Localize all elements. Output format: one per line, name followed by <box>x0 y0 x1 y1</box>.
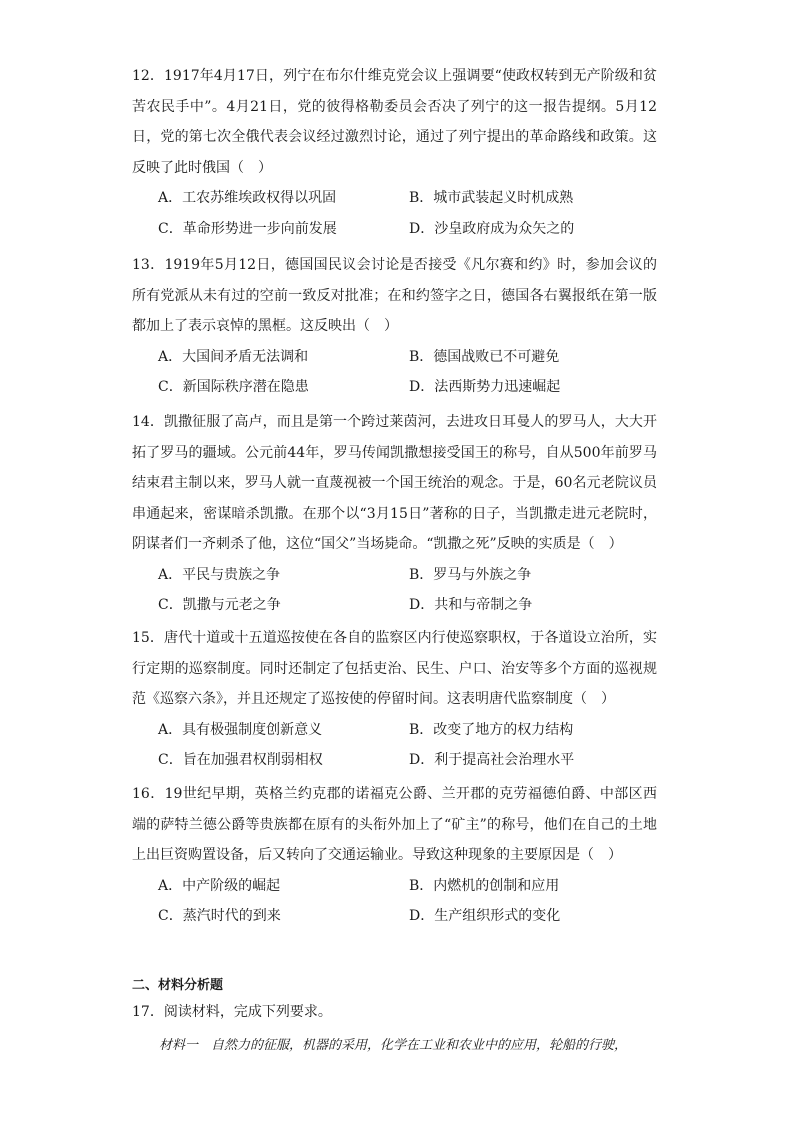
option-b: B．罗马与外族之争 <box>409 566 532 583</box>
option-row <box>132 183 657 214</box>
option-d: D．利于提高社会治理水平 <box>409 752 575 768</box>
option-b: B．城市武装起义时机成熟 <box>409 190 574 206</box>
question-14 <box>132 407 657 621</box>
material-text: 材料一 自然力的征服，机器的采用，化学在工业和农业中的应用，轮船的行驶， <box>159 1038 628 1053</box>
option-c: C．凯撒与元老之争 <box>158 597 281 613</box>
option-row <box>132 372 657 403</box>
option-a: A．具有极强制度创新意义 <box>158 721 323 738</box>
question-stem: 16．19世纪早期，英格兰约克郡的诺福克公爵、兰开郡的克劳福德伯爵、中部区西端的萨特兰德公爵等贵族都在原有的头衔外加上了“矿主”的称号，他们在自己的土地上出巨资购置设备，后又转向了交通运输业。导致这种现象的主要原因是（ ） <box>132 786 657 863</box>
option-a: A．工农苏维埃政权得以巩固 <box>158 190 337 206</box>
option-c: C．新国际秩序潜在隐患 <box>158 379 309 395</box>
option-row <box>132 214 657 245</box>
option-b: B．内燃机的创制和应用 <box>409 877 560 894</box>
option-d: D．法西斯势力迅速崛起 <box>409 379 561 395</box>
option-row <box>132 901 657 932</box>
option-d: D．生产组织形式的变化 <box>409 908 561 924</box>
option-row <box>132 715 657 746</box>
option-row <box>132 342 657 373</box>
option-b: B．德国战败已不可避免 <box>409 348 560 365</box>
question-16 <box>132 779 657 932</box>
option-a: A．大国间矛盾无法调和 <box>158 348 309 365</box>
question-stem: 13．1919年5月12日，德国国民议会讨论是否接受《凡尔赛和约》时，参加会议的所有党派从未有过的空前一致反对批准；在和约签字之日，德国各右翼报纸在第一版都加上了表示哀悼的黑框。这反映出（ ） <box>132 257 657 334</box>
section-title: 二、材料分析题 <box>132 978 224 993</box>
question-stem: 14．凯撒征服了高卢，而且是第一个跨过莱茵河，去进攻日耳曼人的罗马人，大大开拓了罗马的疆域。公元前44年，罗马传闻凯撒想接受国王的称号，自从500年前罗马结束君主制以来，罗马人就一直蔑视被一个国王统治的观念。于是，60名元老院议员串通起来，密谋暗杀凯撒。在那个以“3月15日”著称的日子，当凯撒走进元老院时，阴谋者们一齐刺杀了他，这位“国父”当场毙命。“凯撒之死”反映的实质是（ ） <box>132 414 657 552</box>
option-row <box>132 871 657 902</box>
option-row <box>132 560 657 591</box>
option-row <box>132 745 657 776</box>
question-stem: 15．唐代十道或十五道巡按使在各自的监察区内行使巡察职权，于各道设立治所，实行定期的巡察制度。同时还制定了包括吏治、民生、户口、治安等多个方面的巡视规范《巡察六条》，并且还规定了巡按使的停留时间。这表明唐代监察制度（ ） <box>132 630 657 707</box>
option-row <box>132 590 657 621</box>
option-a: A．中产阶级的崛起 <box>158 877 281 894</box>
option-d: D．沙皇政府成为众矢之的 <box>409 220 575 237</box>
option-a: A．平民与贵族之争 <box>158 566 281 583</box>
option-c: C．革命形势进一步向前发展 <box>158 220 337 237</box>
option-c: C．蒸汽时代的到来 <box>158 908 281 924</box>
option-d: D．共和与帝制之争 <box>409 597 533 613</box>
option-c: C．旨在加强君权削弱相权 <box>158 752 323 768</box>
question-17-stem: 17．阅读材料，完成下列要求。 <box>132 1004 332 1020</box>
question-15 <box>132 623 657 776</box>
question-12 <box>132 61 657 244</box>
option-b: B．改变了地方的权力结构 <box>409 721 574 738</box>
question-stem: 12．1917年4月17日，列宁在布尔什维克党会议上强调要“使政权转到无产阶级和贫苦农民手中”。4月21日，党的彼得格勒委员会否决了列宁的这一报告提纲。5月12日，党的第七次全俄代表会议经过激烈讨论，通过了列宁提出的革命路线和政策。这反映了此时俄国（ ） <box>132 68 657 176</box>
question-13 <box>132 250 657 403</box>
